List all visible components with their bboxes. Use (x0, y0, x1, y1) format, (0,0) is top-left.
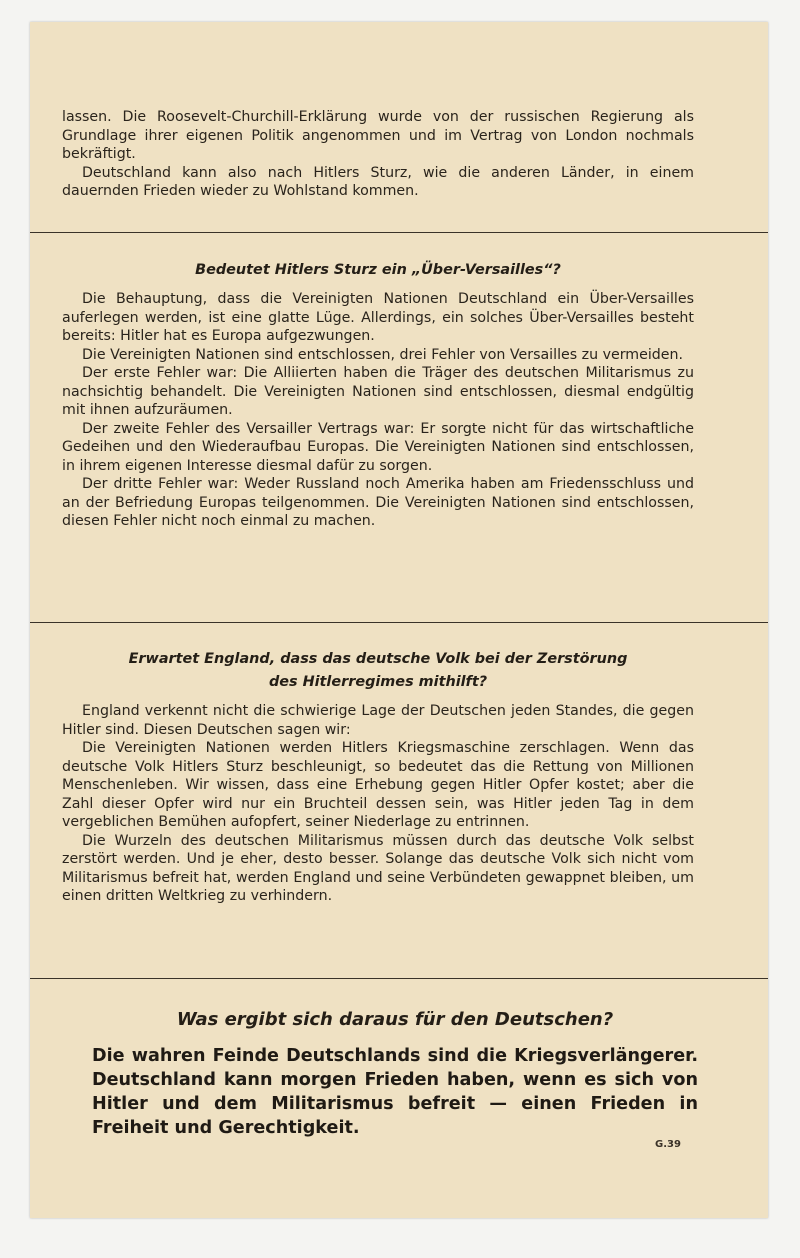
section-heading-line-1: Erwartet England, dass das deutsche Volk bei der Zerstörung (128, 651, 628, 667)
conclusion-text: Die wahren Feinde Deutschlands sind die Kriegsverlängerer. Deutschland kann morgen Frieden haben, wenn es sich von Hitler und dem Militarismus befreit — einen Frieden in Freiheit und Gerechtigkeit. (92, 1046, 698, 1138)
paragraph: Die Behauptung, dass die Vereinigten Nationen Deutschland ein Über-Versailles auferlegen werden, ist eine glatte Lüge. Allerdings, ein solches Über-Versailles besteht bereits: Hitler hat es Europa aufgezwungen. (62, 291, 694, 344)
section-heading: Bedeutet Hitlers Sturz ein „Über-Versailles“? (195, 262, 561, 278)
paragraph: Die Wurzeln des deutschen Militarismus müssen durch das deutsche Volk selbst zerstört werden. Und je eher, desto besser. Solange das deutsche Volk sich nicht vom Militarismus befreit hat, werden England und seine Verbündeten gewappnet bleiben, um einen dritten Weltkrieg zu verhindern. (62, 832, 694, 904)
paragraph: Die Vereinigten Nationen sind entschlossen, drei Fehler von Versailles zu vermeiden. (82, 346, 684, 363)
paragraph: Deutschland kann also nach Hitlers Sturz, wie die anderen Länder, in einem dauernden Frieden wieder zu Wohlstand kommen. (62, 164, 694, 199)
section-versailles (62, 259, 694, 531)
section-heading-line-2: des Hitlerregimes mithilft? (268, 674, 488, 690)
section-divider (30, 622, 768, 623)
section-england (62, 648, 694, 906)
conclusion-heading: Was ergibt sich daraus für den Deutschen? (176, 1009, 614, 1030)
section-divider (30, 978, 768, 979)
paragraph: lassen. Die Roosevelt-Churchill-Erklärung wurde von der russischen Regierung als Grundlage ihrer eigenen Politik angenommen und im Vertrag von London nochmals bekräftigt. (62, 109, 694, 162)
paragraph: England verkennt nicht die schwierige Lage der Deutschen jeden Standes, die gegen Hitler sind. Diesen Deutschen sagen wir: (62, 703, 694, 738)
paragraph: Der zweite Fehler des Versailler Vertrags war: Er sorgte nicht für das wirtschaftliche Gedeihen und den Wiederaufbau Europas. Die Vereinigten Nationen sind entschlossen, in ihrem eigenen Interesse diesmal dafür zu sorgen. (62, 420, 694, 474)
paragraph: Der dritte Fehler war: Weder Russland noch Amerika haben am Friedensschluss und an der Befriedung Europas teilgenommen. Die Vereinigten Nationen sind entschlossen, diesen Fehler nicht noch einmal zu machen. (62, 476, 694, 529)
leaflet-code: G.39 (655, 1139, 681, 1150)
section-intro (62, 108, 694, 201)
section-conclusion (92, 1008, 698, 1140)
paragraph: Die Vereinigten Nationen werden Hitlers Kriegsmaschine zerschlagen. Wenn das deutsche Volk Hitlers Sturz beschleunigt, so bedeutet das die Rettung von Millionen Menschenleben. Wir wissen, dass eine Erhebung gegen Hitler Opfer kostet; aber die Zahl dieser Opfer wird nur ein Bruchteil dessen sein, was Hitler jeden Tag in dem vergeblichen Bemühen aufopfert, seiner Niederlage zu entrinnen. (62, 740, 694, 830)
section-divider (30, 232, 768, 233)
paragraph: Der erste Fehler war: Die Alliierten haben die Träger des deutschen Militarismus zu nachsichtig behandelt. Die Vereinigten Nationen sind entschlossen, diesmal endgültig mit ihnen aufzuräumen. (62, 365, 694, 418)
